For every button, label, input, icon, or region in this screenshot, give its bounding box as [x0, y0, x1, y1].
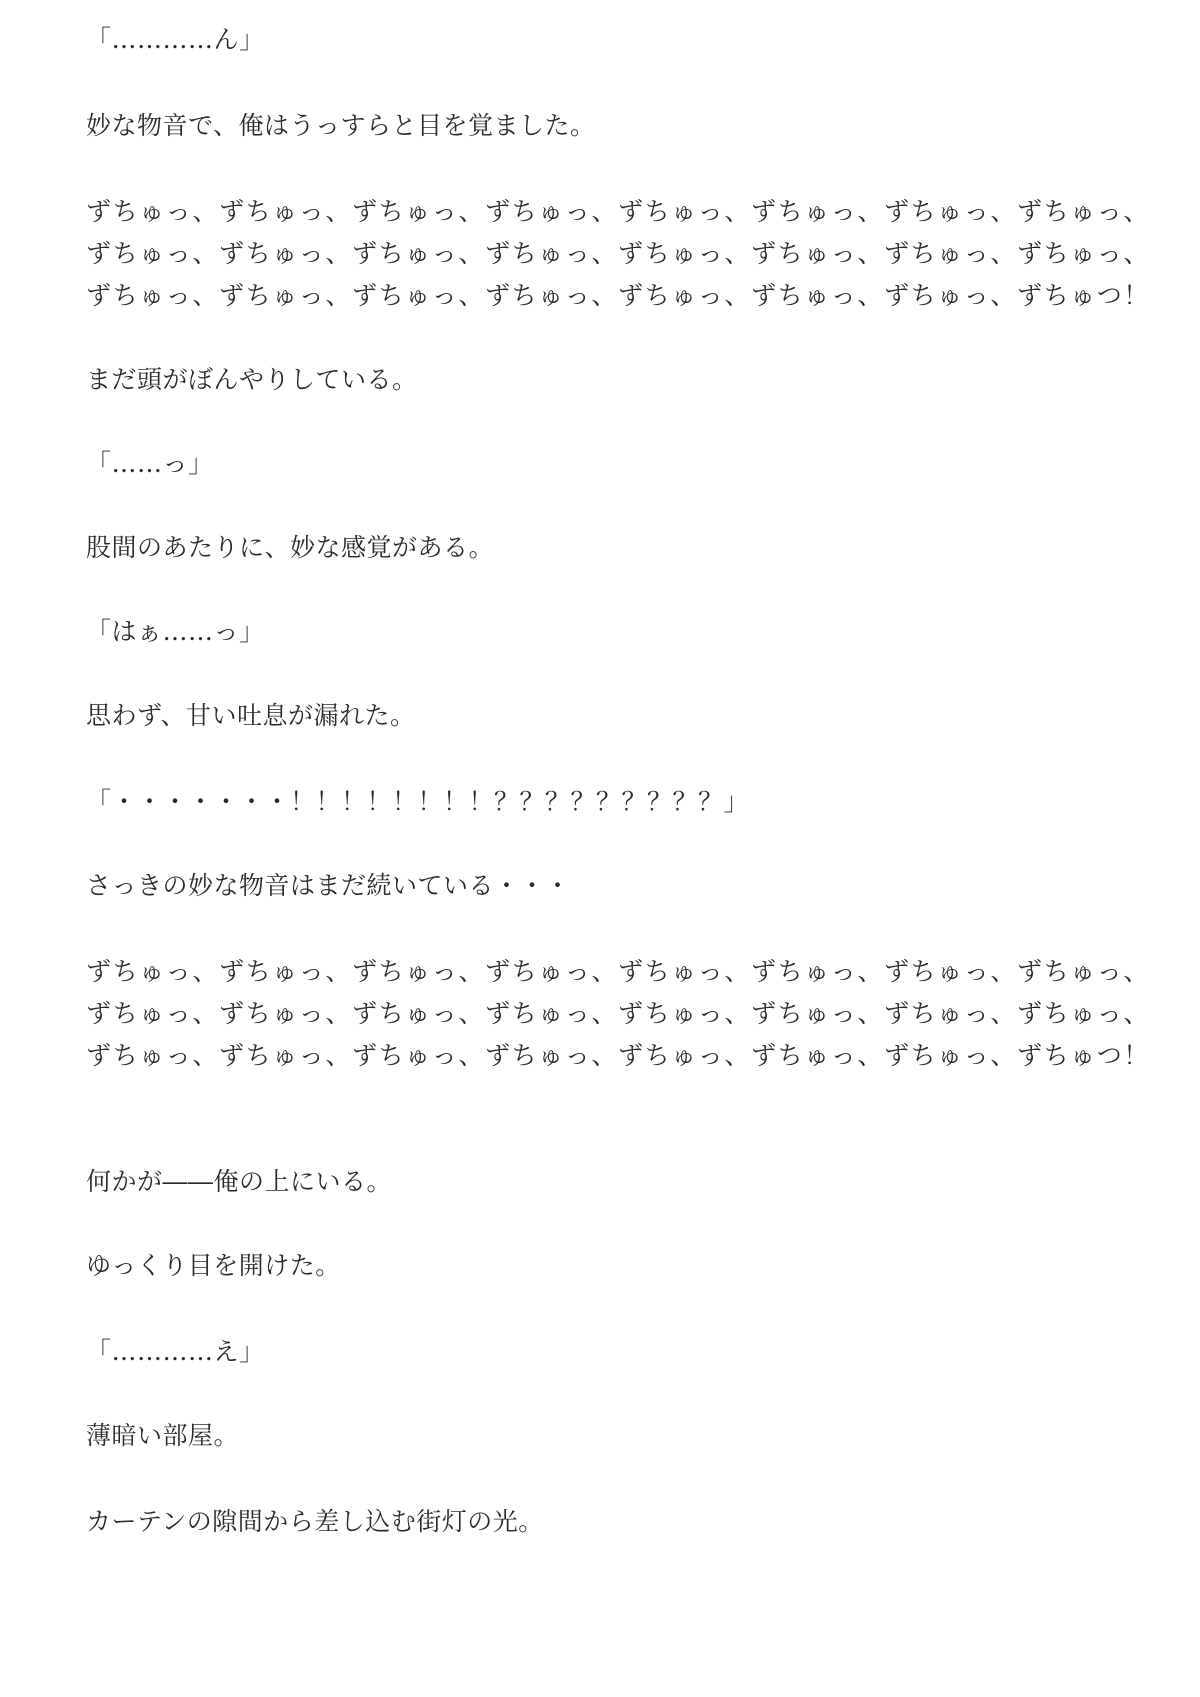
narration-line: 股間のあたりに、妙な感覚がある。	[86, 533, 495, 562]
dialogue-line: 「・・・・・・・！！！！！！！！？？？？？？？？？」	[86, 787, 750, 816]
narration-line: ゆっくり目を開けた。	[86, 1251, 341, 1280]
narration-line: 何かが――俺の上にいる。	[86, 1167, 393, 1196]
narration-line: 薄暗い部屋。	[86, 1421, 240, 1450]
dialogue-line: 「…………え」	[86, 1337, 265, 1366]
sound-effect-line: ずちゅっ、ずちゅっ、ずちゅっ、ずちゅっ、ずちゅっ、ずちゅっ、ずちゅっ、ずちゅつ！	[86, 1041, 1151, 1070]
sound-effect-line: ずちゅっ、ずちゅっ、ずちゅっ、ずちゅっ、ずちゅっ、ずちゅっ、ずちゅっ、ずちゅつ！	[86, 281, 1151, 310]
dialogue-line: 「…………ん」	[86, 25, 265, 54]
sound-effect-line: ずちゅっ、ずちゅっ、ずちゅっ、ずちゅっ、ずちゅっ、ずちゅっ、ずちゅっ、ずちゅっ、	[86, 239, 1151, 268]
narration-line: 思わず、甘い吐息が漏れた。	[86, 701, 416, 730]
sound-effect-line: ずちゅっ、ずちゅっ、ずちゅっ、ずちゅっ、ずちゅっ、ずちゅっ、ずちゅっ、ずちゅっ、	[86, 999, 1151, 1028]
narration-line: 妙な物音で、俺はうっすらと目を覚ました。	[86, 111, 596, 140]
sound-effect-line: ずちゅっ、ずちゅっ、ずちゅっ、ずちゅっ、ずちゅっ、ずちゅっ、ずちゅっ、ずちゅっ、	[86, 957, 1151, 986]
sound-effect-line: ずちゅっ、ずちゅっ、ずちゅっ、ずちゅっ、ずちゅっ、ずちゅっ、ずちゅっ、ずちゅっ、	[86, 197, 1151, 226]
dialogue-line: 「はぁ……っ」	[86, 617, 265, 646]
narration-line: まだ頭がぼんやりしている。	[86, 365, 418, 394]
narration-line: さっきの妙な物音はまだ続いている・・・	[86, 871, 571, 900]
dialogue-line: 「……っ」	[86, 449, 214, 478]
narration-line: カーテンの隙間から差し込む街灯の光。	[86, 1507, 544, 1536]
